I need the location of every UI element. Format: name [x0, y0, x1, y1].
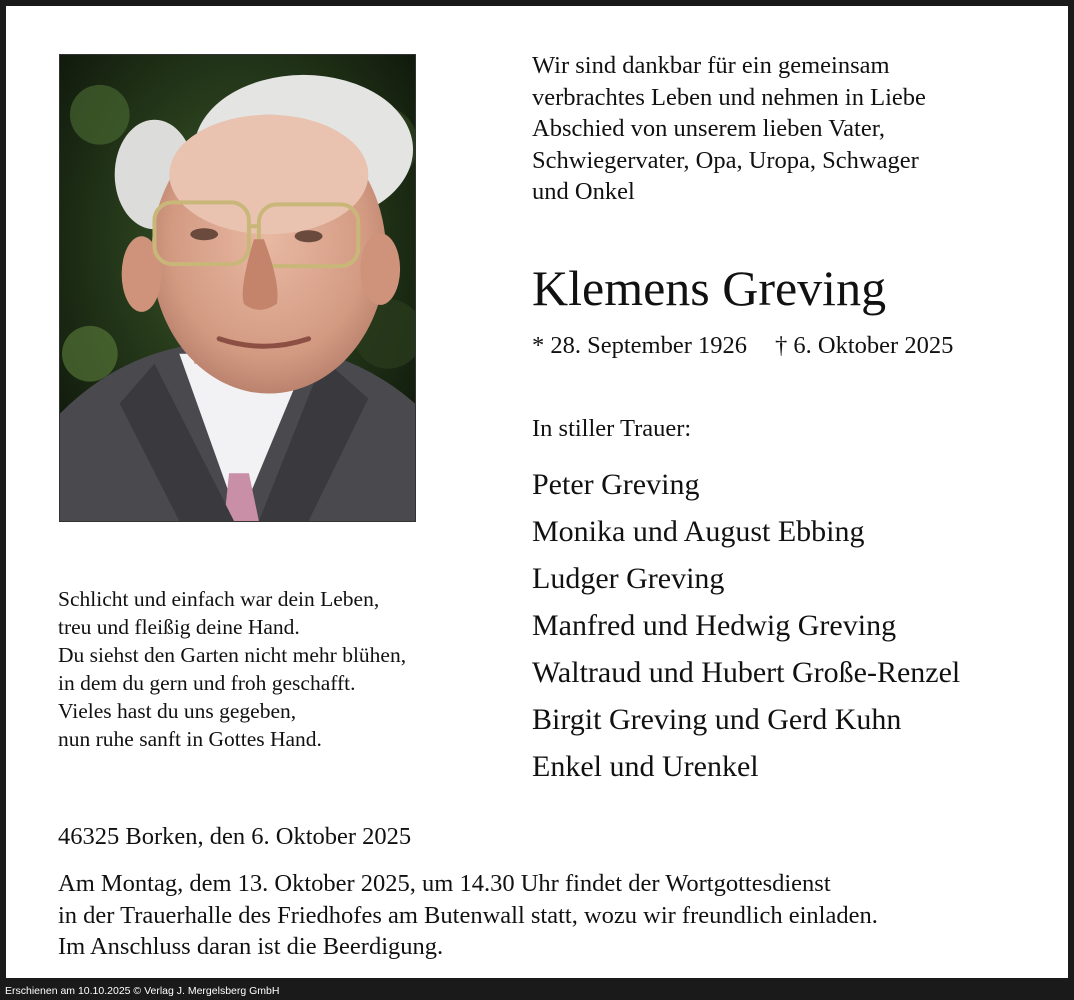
deceased-name: Klemens Greving	[532, 260, 887, 316]
portrait-photo	[59, 54, 416, 522]
intro-text	[532, 50, 1052, 208]
poem-line: Vieles hast du uns gegeben,	[58, 699, 297, 723]
obituary-card	[6, 6, 1068, 978]
poem-line: Du siehst den Garten nicht mehr blühen,	[58, 643, 407, 667]
mourning-heading: In stiller Trauer:	[532, 415, 692, 442]
poem-line: in dem du gern und froh geschafft.	[58, 671, 356, 695]
mourner: Waltraud und Hubert Große-Renzel	[532, 656, 961, 689]
mourners-list	[532, 461, 960, 790]
service-line: Im Anschluss daran ist die Beerdigung.	[58, 933, 444, 960]
intro-line: und Onkel	[532, 178, 635, 205]
intro-line: Abschied von unserem lieben Vater,	[532, 115, 886, 142]
mourner: Peter Greving	[532, 468, 700, 501]
intro-line: verbrachtes Leben und nehmen in Liebe	[532, 83, 926, 111]
poem-line: nun ruhe sanft in Gottes Hand.	[58, 727, 322, 751]
birth-date: * 28. September 1926	[532, 332, 748, 359]
intro-line: Wir sind dankbar für ein gemeinsam	[532, 52, 890, 79]
intro-line: Schwiegervater, Opa, Uropa, Schwager	[532, 146, 919, 174]
portrait-illustration	[60, 55, 415, 521]
mourner: Ludger Greving	[532, 562, 725, 595]
service-line: Am Montag, dem 13. Oktober 2025, um 14.30 Uhr findet der Wortgottesdienst	[58, 870, 831, 897]
publication-footer: Erschienen am 10.10.2025 © Verlag J. Mergelsberg GmbH	[5, 985, 280, 997]
service-info	[58, 868, 878, 963]
life-dates	[532, 331, 953, 361]
mourner: Enkel und Urenkel	[532, 750, 759, 783]
poem-line: Schlicht und einfach war dein Leben,	[58, 587, 380, 611]
poem-line: treu und fleißig deine Hand.	[58, 615, 300, 639]
poem	[58, 585, 406, 753]
place-date: 46325 Borken, den 6. Oktober 2025	[58, 823, 412, 850]
mourner: Birgit Greving und Gerd Kuhn	[532, 703, 902, 736]
death-date: † 6. Oktober 2025	[775, 332, 954, 359]
service-line: in der Trauerhalle des Friedhofes am Butenwall statt, wozu wir freundlich einladen.	[58, 901, 878, 929]
mourner: Monika und August Ebbing	[532, 515, 865, 548]
mourner: Manfred und Hedwig Greving	[532, 609, 897, 642]
